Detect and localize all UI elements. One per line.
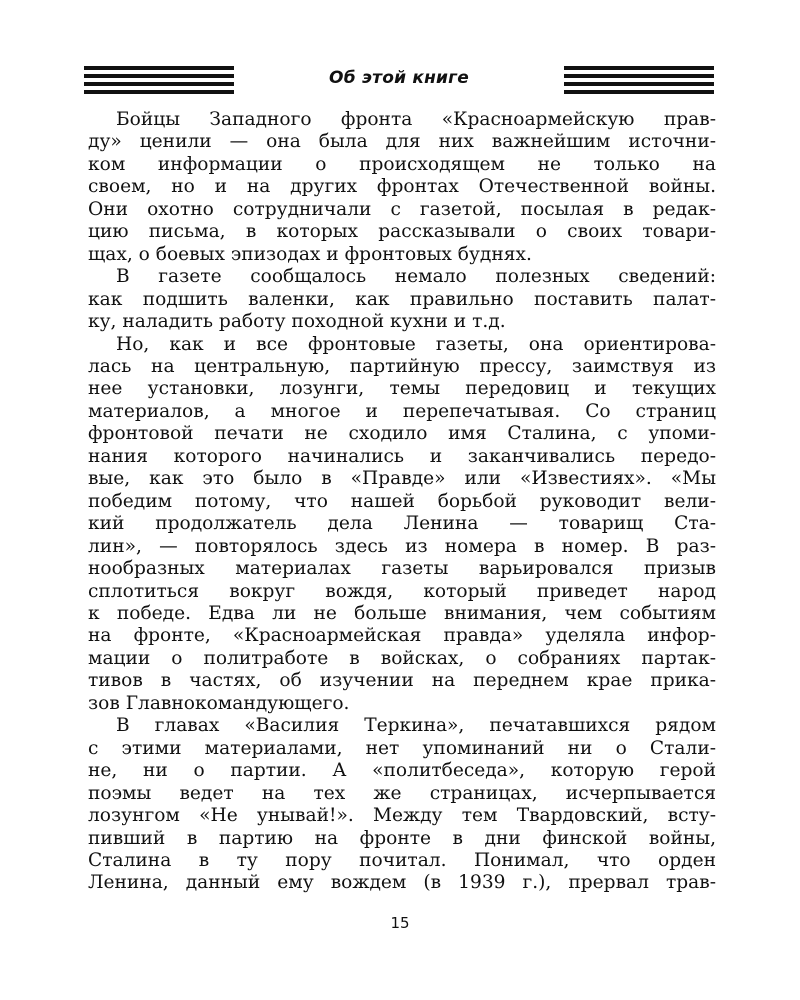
text-line: Они охотно сотрудничали с газетой, посылая в редак- [88, 198, 716, 220]
text-line: фронтовой печати не сходило имя Сталина, с упоми- [88, 423, 716, 445]
running-header [84, 66, 714, 94]
text-line: ку, наладить работу походной кухни и т.д. [88, 311, 506, 333]
text-line: лозунгом «Не унывай!». Между тем Твардовский, всту- [88, 805, 716, 827]
text-line: материалов, а многое и перепечатывая. Со страниц [88, 400, 716, 422]
text-line: сплотиться вокруг вождя, который приведет народ [88, 580, 716, 602]
text-line: ду» ценили — она была для них важнейшим источни- [88, 131, 716, 153]
text-line: к победе. Едва ли не больше внимания, чем событиям [88, 602, 716, 624]
text-line: с этими материалами, нет упоминаний ни о Стали- [88, 737, 716, 759]
text-line: Ленина, данный ему вождем (в 1939 г.), прервал трав- [88, 872, 716, 894]
text-line: вые, как это было в «Правде» или «Известиях». «Мы [88, 468, 716, 490]
text-line: Сталина в ту пору почитал. Понимал, что орден [88, 849, 716, 871]
header-rule-right [564, 66, 714, 94]
text-line: щах, о боевых эпизодах и фронтовых буднях. [88, 243, 532, 265]
text-line: своем, но и на других фронтах Отечественной войны. [88, 176, 716, 198]
text-line: Но, как и все фронтовые газеты, она ориентирова- [116, 333, 716, 355]
text-line: В главах «Василия Теркина», печатавшихся рядом [116, 715, 716, 737]
text-line: цию письма, в которых рассказывали о своих товари- [88, 221, 716, 243]
text-line: на фронте, «Красноармейская правда» уделяла инфор- [88, 625, 716, 647]
page-number: 15 [390, 914, 410, 932]
text-line: не, ни о партии. А «политбеседа», которую герой [88, 760, 716, 782]
text-line: зов Главнокомандующего. [88, 692, 350, 714]
text-line: ком информации о происходящем не только на [88, 153, 716, 175]
text-line: нания которого начинались и заканчивались передо- [88, 445, 716, 467]
header-rule-left [84, 66, 234, 94]
text-line: лась на центральную, партийную прессу, заимствуя из [88, 355, 716, 377]
text-line: нее установки, лозунги, темы передовиц и текущих [88, 378, 716, 400]
text-line: поэмы ведет на тех же страницах, исчерпывается [88, 782, 716, 804]
text-line: В газете сообщалось немало полезных сведений: [116, 266, 716, 288]
text-line: пивший в партию на фронте в дни финской войны, [88, 827, 716, 849]
text-line: нообразных материалах газеты варьировался призыв [88, 558, 716, 580]
text-line: тивов в частях, об изучении на переднем крае прика- [88, 670, 716, 692]
text-line: мации о политработе в войсках, о собраниях партак- [88, 647, 716, 669]
text-line: лин», — повторялось здесь из номера в номер. В раз- [88, 535, 716, 557]
text-line: как подшить валенки, как правильно поставить палат- [88, 288, 716, 310]
text-line: кий продолжатель дела Ленина — товарищ Ста- [88, 513, 716, 535]
body-text [88, 109, 716, 895]
text-line: победим потому, что нашей борьбой руководит вели- [88, 490, 716, 512]
header-title: Об этой книге [329, 68, 469, 88]
text-line: Бойцы Западного фронта «Красноармейскую прав- [116, 109, 716, 130]
